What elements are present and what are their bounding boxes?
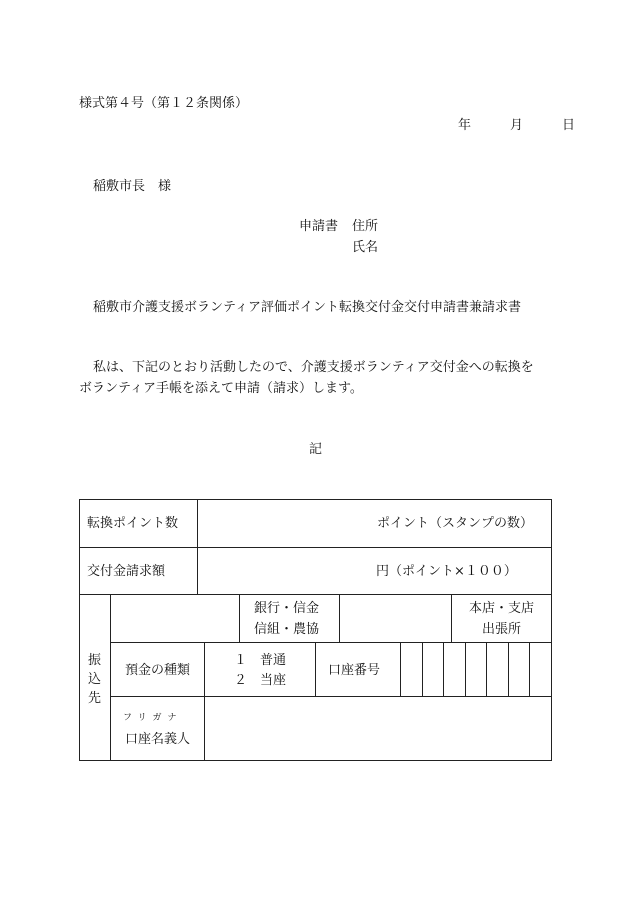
- account-digit-divider: [400, 642, 401, 697]
- row-divider: [79, 594, 552, 595]
- applicant-name-label: 氏名: [352, 240, 379, 255]
- amount-label: 交付金請求額: [87, 564, 166, 579]
- deposit-option-ordinary: １ 普通: [234, 653, 287, 668]
- column-divider: [451, 594, 452, 643]
- applicant-label: 申請書: [299, 219, 339, 234]
- column-divider: [315, 642, 316, 697]
- transfer-label-char: 先: [88, 691, 102, 706]
- date-day: 日: [562, 118, 576, 133]
- table-border-right: [551, 499, 552, 761]
- account-digit-divider: [486, 642, 487, 697]
- ki-label: 記: [309, 442, 323, 457]
- account-digit-divider: [529, 642, 530, 697]
- date-line: [458, 119, 575, 132]
- column-divider: [110, 594, 111, 761]
- table-border-bottom: [79, 760, 552, 761]
- branch-types-line2: 出張所: [482, 622, 522, 637]
- branch-types-line1: 本店・支店: [469, 601, 535, 616]
- column-divider: [197, 499, 198, 595]
- account-digit-divider: [422, 642, 423, 697]
- date-year: 年: [458, 118, 472, 133]
- deposit-option-current: ２ 当座: [234, 673, 287, 688]
- column-divider: [239, 594, 240, 643]
- account-number-label: 口座番号: [328, 663, 381, 678]
- date-month: 月: [510, 118, 524, 133]
- document-title: 稲敷市介護支援ボランティア評価ポイント転換交付金交付申請書兼請求書: [93, 300, 521, 315]
- application-form-table: [79, 499, 552, 761]
- transfer-label-char: 込: [88, 672, 102, 687]
- body-text-line2: ボランティア手帳を添えて申請（請求）します。: [79, 381, 363, 396]
- applicant-address-label: 住所: [352, 219, 379, 234]
- bank-types-line1: 銀行・信金: [254, 601, 320, 616]
- account-digit-divider: [465, 642, 466, 697]
- deposit-type-label: 預金の種類: [125, 663, 191, 678]
- account-holder-label: 口座名義人: [125, 732, 191, 747]
- transfer-label-char: 振: [88, 653, 102, 668]
- form-number: 様式第４号（第１２条関係）: [79, 96, 249, 111]
- table-border-top: [79, 499, 552, 500]
- column-divider: [339, 594, 340, 643]
- column-divider: [204, 642, 205, 761]
- amount-unit: 円（ポイント×１００）: [376, 564, 517, 579]
- furigana-label: フリガナ: [123, 713, 183, 723]
- points-unit: ポイント（スタンプの数）: [377, 516, 534, 531]
- body-text-line1: 私は、下記のとおり活動したので、介護支援ボランティア交付金への転換を: [93, 360, 534, 375]
- table-border-left: [79, 499, 80, 761]
- row-divider: [79, 547, 552, 548]
- account-digit-divider: [508, 642, 509, 697]
- bank-types-line2: 信組・農協: [254, 622, 320, 637]
- addressee: 稲敷市長 様: [93, 179, 172, 194]
- points-label: 転換ポイント数: [87, 516, 179, 531]
- account-digit-divider: [443, 642, 444, 697]
